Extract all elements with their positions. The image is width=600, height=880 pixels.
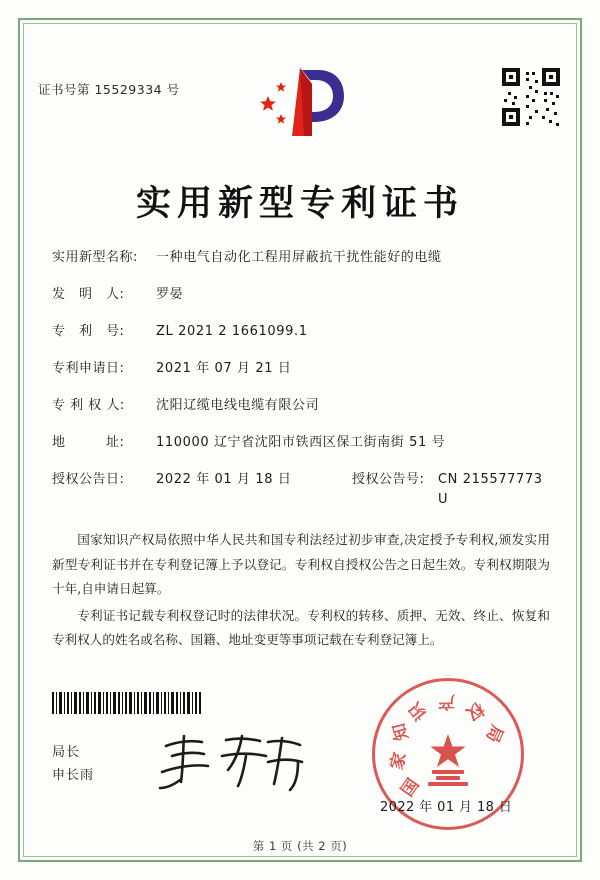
field-label: 实用新型名称: <box>52 250 138 265</box>
field-row <box>52 396 552 416</box>
cnipa-logo-icon <box>240 62 360 140</box>
seal-char: 局 <box>481 721 507 746</box>
grant-number-label: 授权公告号: <box>352 472 425 487</box>
seal-char: 家 <box>387 750 411 772</box>
signature-name: 申长雨 <box>52 767 95 783</box>
certificate-number: 证书号第 15529334 号 <box>38 82 180 97</box>
grant-date-value: 2022 年 01 月 18 日 <box>156 472 292 487</box>
page-footer: 第 1 页 (共 2 页) <box>252 839 348 853</box>
field-value: 110000 辽宁省沈阳市铁西区保工街南街 51 号 <box>156 435 446 450</box>
field-value: 罗晏 <box>156 287 184 302</box>
field-label: 专 利 权 人: <box>52 398 125 413</box>
field-value: 2021 年 07 月 21 日 <box>156 361 292 376</box>
seal-char: 国 <box>397 775 424 801</box>
seal-date: 2022 年 01 月 18 日 <box>380 800 513 815</box>
field-label: 地 址: <box>52 435 125 450</box>
field-value: ZL 2021 2 1661099.1 <box>156 324 308 339</box>
field-row <box>52 359 552 379</box>
page-title: 实用新型专利证书 <box>135 183 464 224</box>
field-label: 专 利 号: <box>52 324 125 339</box>
seal-char: 权 <box>462 697 488 724</box>
field-list <box>52 248 552 527</box>
field-label: 发 明 人: <box>52 287 125 302</box>
field-row <box>52 433 552 453</box>
field-row <box>52 248 552 268</box>
signature-block <box>52 742 94 788</box>
qr-code <box>502 68 560 126</box>
field-row <box>52 322 552 342</box>
field-row <box>52 285 552 305</box>
legal-paragraph: 专利证书记载专利权登记时的法律状况。专利权的转移、质押、无效、终止、恢复和专利权人的姓名或名称、国籍、地址变更等事项记载在专利登记簿上。 <box>52 607 550 648</box>
seal-char: 识 <box>405 697 432 724</box>
seal-char: 产 <box>438 691 455 711</box>
field-label: 专利申请日: <box>52 361 125 376</box>
handwritten-signature-icon <box>150 726 310 796</box>
field-value: 沈阳辽缆电线电缆有限公司 <box>156 398 320 413</box>
legal-paragraph: 国家知识产权局依照中华人民共和国专利法经过初步审查,决定授予专利权,颁发实用新型专利证书并在专利登记簿上予以登记。专利权自授权公告之日起生效。专利权期限为十年,自申请日起算。 <box>52 532 550 597</box>
grant-row <box>52 470 552 509</box>
field-value: 一种电气自动化工程用屏蔽抗干扰性能好的电缆 <box>156 250 442 265</box>
signature-role: 局长 <box>52 745 81 760</box>
grant-number-value: CN 215577773 U <box>438 472 543 507</box>
grant-date-label: 授权公告日: <box>52 472 125 487</box>
seal-char: 知 <box>389 721 413 743</box>
legal-text <box>52 528 550 655</box>
barcode <box>52 692 202 714</box>
